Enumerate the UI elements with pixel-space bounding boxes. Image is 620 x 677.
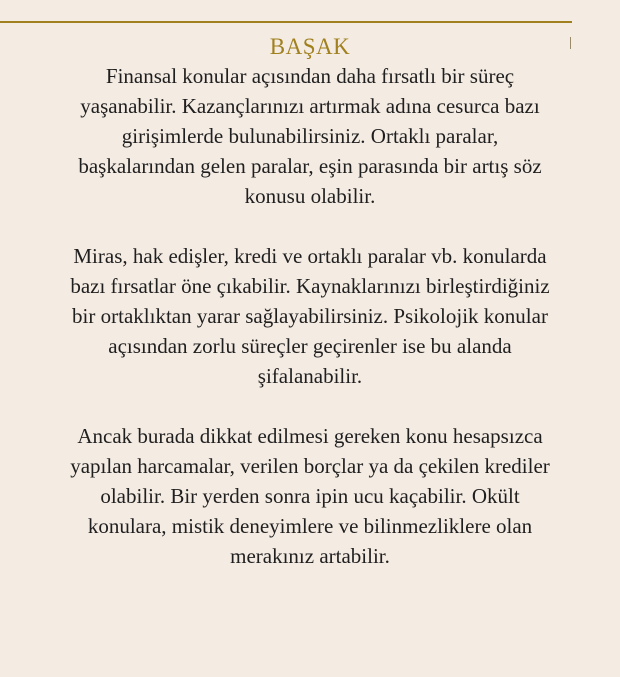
text-line: Miras, hak edişler, kredi ve ortaklı paralar vb. konularda — [73, 244, 547, 268]
text-line: şifalanabilir. — [257, 364, 363, 388]
horoscope-body — [0, 61, 620, 571]
paragraph-gap — [0, 391, 620, 421]
text-line: yapılan harcamalar, verilen borçlar ya da çekilen krediler — [70, 454, 550, 478]
text-line: konusu olabilir. — [244, 184, 376, 208]
paragraph-inheritance — [0, 241, 620, 391]
paragraph-finance — [0, 61, 620, 211]
text-line: başkalarından gelen paralar, eşin parasında bir artış söz — [78, 154, 542, 178]
text-line: merakınız artabilir. — [230, 544, 390, 568]
text-line: Ancak burada dikkat edilmesi gereken konu hesapsızca — [77, 424, 543, 448]
text-line: girişimlerde bulunabilirsiniz. Ortaklı paralar, — [121, 124, 499, 148]
text-line: bir ortaklıktan yarar sağlayabilirsiniz. Psikolojik konular — [72, 304, 548, 328]
text-line: açısından zorlu süreçler geçirenler ise bu alanda — [108, 334, 512, 358]
text-line: Finansal konular açısından daha fırsatlı bir süreç — [105, 64, 515, 88]
top-divider — [0, 21, 572, 23]
text-line: yaşanabilir. Kazançlarınızı artırmak adına cesurca bazı — [80, 94, 540, 118]
paragraph-caution — [0, 421, 620, 571]
text-line: bazı fırsatlar öne çıkabilir. Kaynaklarınızı birleştirdiğiniz — [70, 274, 550, 298]
text-line: konulara, mistik deneyimlere ve bilinmezliklere olan — [87, 514, 533, 538]
sign-title: BAŞAK — [269, 34, 351, 59]
paragraph-gap — [0, 211, 620, 241]
text-line: olabilir. Bir yerden sonra ipin ucu kaçabilir. Okült — [100, 484, 520, 508]
